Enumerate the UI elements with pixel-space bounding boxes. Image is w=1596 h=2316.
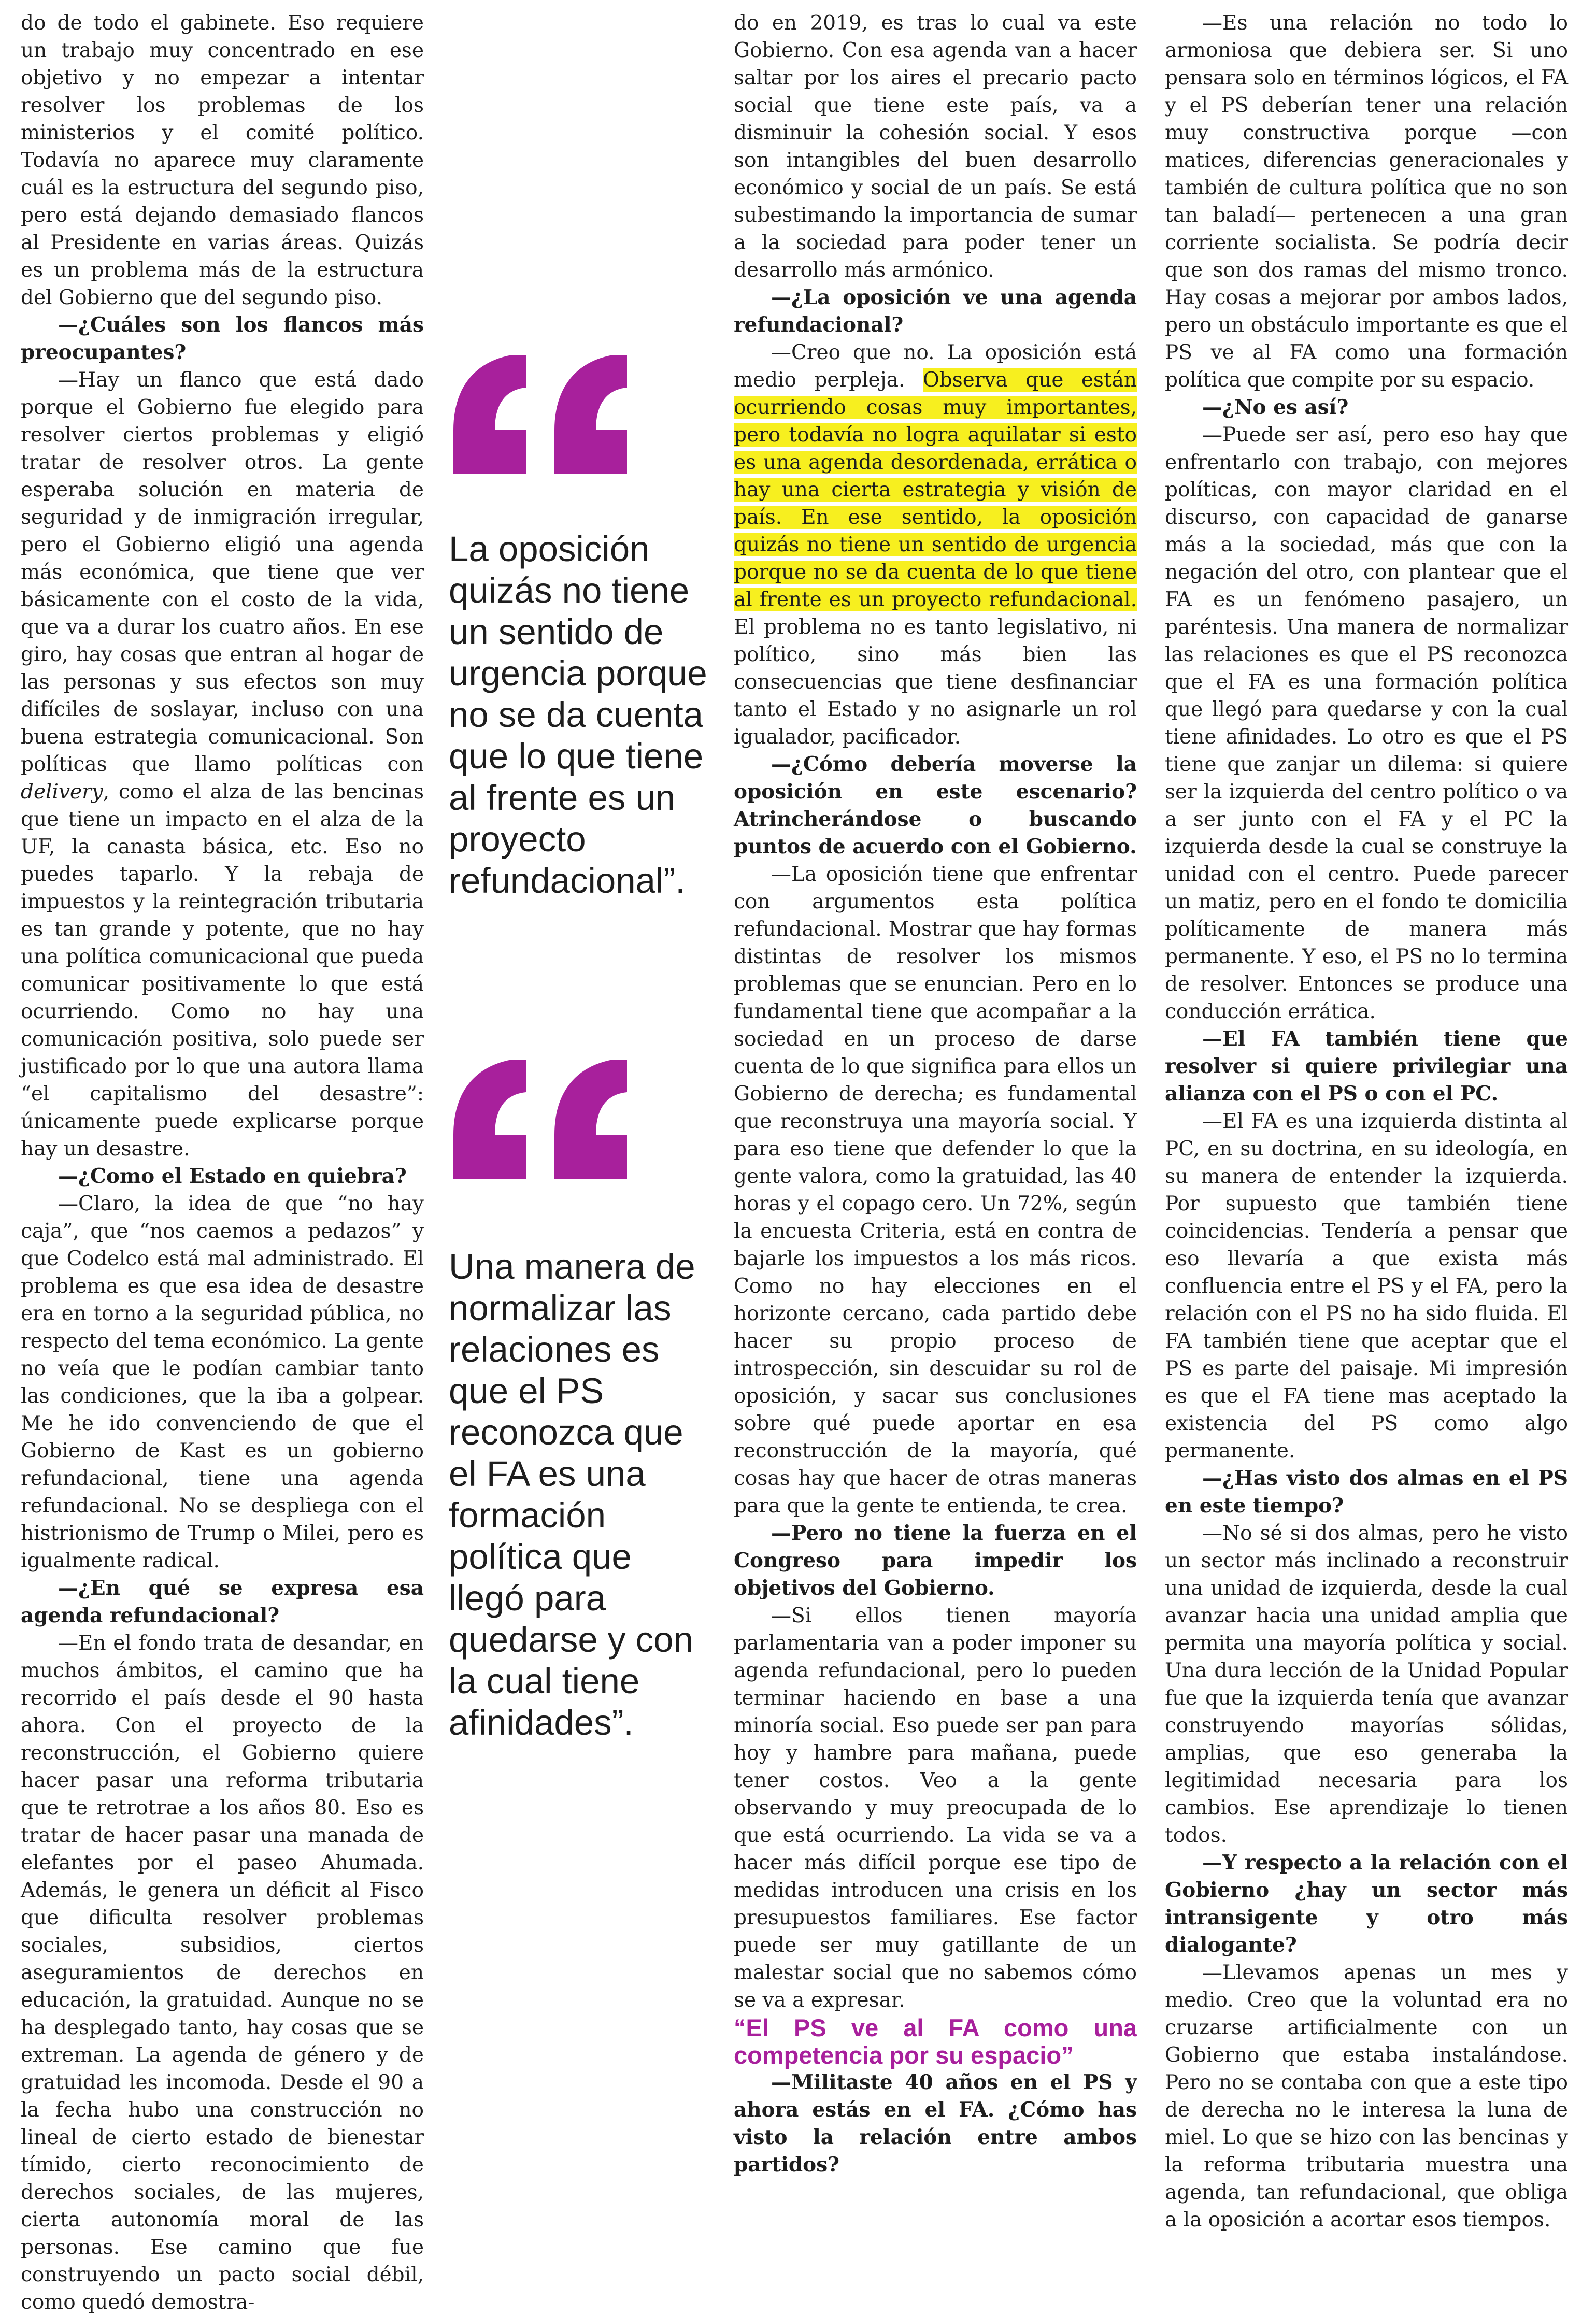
answer: —Si ellos tienen mayoría parlamentaria van a poder imponer su agenda refundacional, pero lo pueden terminar haciendo en base a una minoría social. Eso puede ser pan para hoy y hambre para mañana, puede tener costos. Veo a la gente observando y muy preocupada de lo que está ocurriendo. La vida se va a hacer más difícil porque ese tipo de medidas introducen una crisis en los presupuestos familiares. Ese factor puede ser muy gatillante de un malestar social que no sabemos cómo se va a expresar. <box>734 1604 1137 2012</box>
answer: —Puede ser así, pero eso hay que enfrentarlo con trabajo, con mejores políticas, con mayor claridad en el discurso, con capacidad de ganarse más a la sociedad, más que con la negación del otro, con plantear que el FA es un fenómeno pasajero, un paréntesis. Una manera de normalizar las relaciones es que el PS reconozca que el FA es una formación política que llegó para quedarse y con la cual tiene afinidades. Lo otro es que el PS tiene que zanjar un dilema: si quiere ser la izquierda del centro político o va a ser junto con el FA y el PC la izquierda desde la cual se construye la unidad con el centro. Puede parecer un matiz, pero en el fondo te domicilia políticamente de manera más permanente. Y eso, el PS no lo termina de resolver. Entonces se produce una conducción errática. <box>1165 423 1568 1023</box>
paragraph: do de todo el gabinete. Eso requiere un trabajo muy concentrado en ese objetivo y no empezar a intentar resolver los problemas de los ministerios y el comité político. Todavía no aparece muy claramente cuál es la estructura del segundo piso, pero está dejando demasiado flancos al Presidente en varias áreas. Quizás es un problema más de la estructura del Gobierno que del segundo piso. <box>21 11 424 309</box>
question: —Militaste 40 años en el PS y ahora estás en el FA. ¿Cómo has visto la relación entre ambos partidos? <box>734 2070 1137 2177</box>
question: —Y respecto a la relación con el Gobierno ¿hay un sector más intransigente y otro más dialogante? <box>1165 1851 1568 1957</box>
quote-icon <box>451 352 632 477</box>
question: —¿Cuáles son los flancos más preocupantes? <box>21 313 424 364</box>
quote-icon <box>451 1057 632 1181</box>
question: —¿Como el Estado en quiebra? <box>58 1164 407 1188</box>
highlighted-text: Observa que están ocurriendo cosas muy importantes, pero todavía no logra aquilatar si esto es una agenda desordenada, errática o hay una cierta estrategia y visión de país. En ese sentido, la oposición quizás no tiene un sentido de urgencia porque no se da cuenta de lo que tiene al frente es un proyecto refundacional. <box>734 368 1137 611</box>
answer: —Claro, la idea de que “no hay caja”, que “nos caemos a pedazos” y que Codelco está mal administrado. El problema es que esa idea de desastre era en torno a la seguridad pública, no respecto del tema económico. La gente no veía que le podían cambiar tanto las condiciones, que la iba a golpear. Me he ido convenciendo de que el Gobierno de Kast es un gobierno refundacional, tiene una agenda refundacional. No se despliega con el histrionismo de Trump o Milei, pero es igualmente radical. <box>21 1192 424 1572</box>
pull-quote: La oposición quizás no tiene un sentido de urgencia porque no se da cuenta que lo que tiene al frente es un proyecto refundacional”. <box>449 529 707 900</box>
answer: —En el fondo trata de desandar, en muchos ámbitos, el camino que ha recorrido el país desde el 90 hasta ahora. Con el proyecto de la reconstrucción, el Gobierno quiere hacer pasar una reforma tributaria que te retrotrae a los años 80. Eso es tratar de hacer pasar una manada de elefantes por el paseo Ahumada. Además, le genera un déficit al Fisco que dificulta resolver problemas sociales, subsidios, ciertos aseguramientos de derechos en educación, la gratuidad. Aunque no se ha desplegado tanto, hay cosas que se extreman. La agenda de género y de gratuidad les incomoda. Desde el 90 a la fecha hubo una construcción no lineal de cierto estado de bienestar tímido, cierto reconocimiento de derechos sociales, de las mujeres, cierta autonomía moral de las personas. Ese camino que fue construyendo un pacto social débil, como quedó demostra- <box>21 1632 424 2314</box>
column-3 <box>734 9 1137 2179</box>
answer: —La oposición tiene que enfrentar con argumentos esta política refundacional. Mostrar que hay formas distintas de resolver los mismos problemas que se enuncian. Pero en lo fundamental tiene que acompañar a la sociedad en un proceso de darse cuenta de lo que significa para ellos un Gobierno de derecha; es fundamental que reconstruya una mayoría social. Y para eso tiene que defender lo que la gente valora, como la gratuidad, las 40 horas y el copago cero. Un 72%, según la encuesta Criteria, está en contra de bajarle los impuestos a los más ricos. Como no hay elecciones en el horizonte cercano, cada partido debe hacer su propio proceso de introspección, sin descuidar su rol de oposición, y sacar sus conclusiones sobre qué puede aportar en esa reconstrucción de la mayoría, qué cosas hay que hacer de otras maneras para que la gente te entienda, te crea. <box>734 863 1137 1518</box>
answer: —Hay un flanco que está dado porque el Gobierno fue elegido para resolver ciertos problemas y eligió tratar de resolver otros. La gente esperaba solución en materia de seguridad y de inmigración irregular, pero el Gobierno eligió una agenda más económica, que tiene que ver básicamente con el costo de la vida, que va a durar los cuatro años. En ese giro, hay cosas que entran al hogar de las personas y sus efectos son muy difíciles de soslayar, incluso con una buena estrategia comunicacional. Son políticas que llamo políticas con delivery, como el alza de las bencinas que tiene un impacto en el alza de la UF, la canasta básica, etc. Eso no puedes taparlo. Y la rebaja de impuestos y la reintegración tributaria es tan grande y potente, que no hay una política comunicacional que pueda comunicar positivamente lo que está ocurriendo. Como no hay una comunicación positiva, solo puede ser justificado por lo que una autora llama “el capitalismo del desastre”: únicamente puede explicarse porque hay un desastre. <box>21 368 424 1161</box>
question: —¿No es así? <box>1202 395 1349 419</box>
emphasis: delivery <box>21 780 103 804</box>
answer: —Es una relación no todo lo armoniosa que debiera ser. Si uno pensara solo en términos lógicos, el FA y el PS deberían tener una relación muy constructiva porque —con matices, diferencias generacionales y también de cultura política que no son tan baladí— pertenecen a una gran corriente socialista. Se podría decir que son dos ramas del mismo tronco. Hay cosas a mejorar por ambos lados, pero un obstáculo importante es que el PS ve al FA como una formación política que compite por su espacio. <box>1165 11 1568 392</box>
question: —¿Has visto dos almas en el PS en este tiempo? <box>1165 1466 1568 1518</box>
column-4 <box>1165 9 1568 2234</box>
question: —¿La oposición ve una agenda refundacional? <box>734 285 1137 337</box>
question: —¿Cómo debería moverse la oposición en este escenario? Atrincherándose o buscando puntos de acuerdo con el Gobierno. <box>734 752 1137 859</box>
paragraph: do en 2019, es tras lo cual va este Gobierno. Con esa agenda van a hacer saltar por los aires el precario pacto social que tiene este país, va a disminuir la cohesión social. Y esos son intangibles del buen desarrollo económico y social de un país. Se está subestimando la importancia de sumar a la sociedad para poder tener un desarrollo más armónico. <box>734 11 1137 282</box>
question: —El FA también tiene que resolver si quiere privilegiar una alianza con el PS o con el PC. <box>1165 1027 1568 1106</box>
pull-quote: Una manera de normalizar las relaciones es que el PS reconozca que el FA es una formación política que llegó para quedarse y con la cual tiene afinidades”. <box>449 1247 695 1742</box>
section-subheading: “El PS ve al FA como una competencia por su espacio” <box>734 2014 1137 2069</box>
answer: —Llevamos apenas un mes y medio. Creo que la voluntad era no cruzarse artificialmente con un Gobierno que estaba instalándose. Pero no se contaba con que a este tipo de derecha no le interesa la luna de miel. Lo que se hizo con las bencinas y la reforma tributaria muestra una agenda, tan refundacional, que obliga a la oposición a acortar esos tiempos. <box>1165 1961 1568 2232</box>
answer: —Creo que no. La oposición está medio perpleja. Observa que están ocurriendo cosas muy importantes, pero todavía no logra aquilatar si esto es una agenda desordenada, errática o hay una cierta estrategia y visión de país. En ese sentido, la oposición quizás no tiene un sentido de urgencia porque no se da cuenta de lo que tiene al frente es un proyecto refundacional. El problema no es tanto legislativo, ni político, sino más bien las consecuencias que tiene desfinanciar tanto el Estado y no asignarle un rol igualador, pacificador. <box>734 341 1137 749</box>
question: —Pero no tiene la fuerza en el Congreso para impedir los objetivos del Gobierno. <box>734 1521 1137 1600</box>
answer: —El FA es una izquierda distinta al PC, en su doctrina, en su ideología, en su manera de entender la izquierda. Por supuesto que también tiene coincidencias. Tendería a pensar que eso llevaría a que exista más confluencia entre el PS y el FA, pero la relación con el PS no ha sido fluida. El FA también tiene que aceptar que el PS es parte del paisaje. Mi impresión es que el FA tiene mas aceptado la existencia del PS como algo permanente. <box>1165 1110 1568 1463</box>
question: —¿En qué se expresa esa agenda refundacional? <box>21 1576 424 1627</box>
answer: —No sé si dos almas, pero he visto un sector más inclinado a reconstruir una unidad de izquierda, desde la cual avanzar hacia una unidad amplia que permita una mayoría política y social. Una dura lección de la Unidad Popular fue que la izquierda tenía que avanzar construyendo mayorías sólidas, amplias, que eso generaba la legitimidad necesaria para los cambios. Ese aprendizaje lo tienen todos. <box>1165 1522 1568 1847</box>
column-1 <box>21 9 424 2316</box>
